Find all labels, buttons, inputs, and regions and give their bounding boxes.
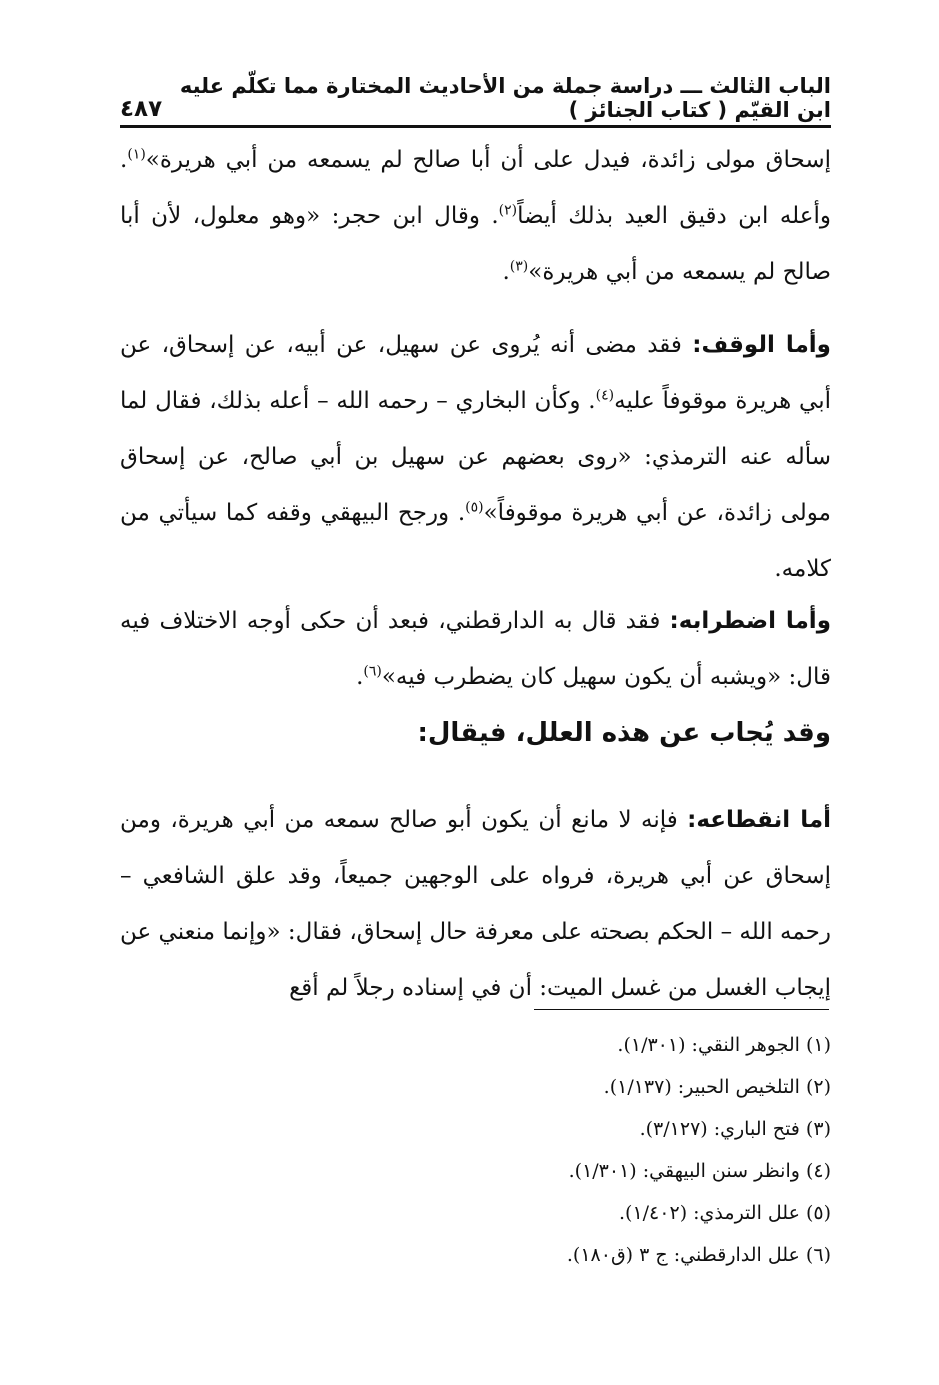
paragraph-lead: أما انقطاعه: [687,807,831,833]
paragraph-3 [120,593,831,705]
header-rule [120,125,831,128]
paragraph-4 [120,792,831,1016]
footnote: (٤) وانظر سنن البيهقي: (١/٣٠١). [568,1160,831,1182]
paragraph-text: . وأعله ابن دقيق العيد بذلك أيضاً [120,147,832,229]
footnote-ref[interactable]: (١) [127,146,146,163]
footnote: (٦) علل الدارقطني: ج ٣ (ق١٨٠). [566,1244,831,1266]
paragraph-text: . وقال ابن حجر: «وهو معلول، لأن أبا صالح لم يسمعه من أبي هريرة» [120,203,831,285]
footnote: (٢) التلخيص الحبير: (١/١٣٧). [603,1076,831,1098]
header-title: الباب الثالث ـــ دراسة جملة من الأحاديث المختارة مما تكلّم عليه ابن القيّم ( كتاب الجنائز ) [179,74,831,122]
footnote-ref[interactable]: (٢) [498,202,518,219]
paragraph-text: فقد قال به الدارقطني، فبعد أن حكى أوجه الاختلاف فيه قال: «ويشبه أن يكون سهيل كان يضطرب فيه» [120,608,831,690]
footnote-separator [534,1009,829,1010]
footnote-ref[interactable]: (٤) [595,387,615,404]
footnotes [411,1024,831,1276]
footnote: (١) الجوهر النقي: (١/٣٠١). [617,1034,831,1056]
page-number: ٤٨٧ [120,96,163,122]
paragraph-lead: وأما اضطرابه: [669,608,831,634]
paragraph-text: . [356,664,364,690]
footnote-ref[interactable]: (٥) [465,499,484,516]
paragraph-1 [120,132,831,300]
footnote-ref[interactable]: (٦) [363,663,382,680]
footnote: (٥) علل الترمذي: (١/٤٠٢). [619,1202,831,1224]
paragraph-text: . [502,259,510,285]
paragraph-text: . ورجح البيهقي وقفه كما سيأتي من كلامه. [120,500,831,582]
paragraph-text: . وكأن البخاري – رحمه الله – أعله بذلك، فقال لما سأله عنه الترمذي: «روى بعضهم عن سهيل بن أبي صالح، عن إسحاق مولى زائدة، عن أبي هريرة موقوفاً» [120,388,832,526]
running-header [120,74,831,122]
section-heading: وقد يُجاب عن هذه العلل، فيقال: [417,718,831,748]
paragraph-text: إسحاق مولى زائدة، فيدل على أن أبا صالح لم يسمعه من أبي هريرة» [145,147,831,173]
paragraph-lead: وأما الوقف: [692,332,831,358]
paragraph-2 [120,317,831,597]
paragraph-text: فقد مضى أنه يُروى عن سهيل، عن أبيه، عن إسحاق، عن أبي هريرة موقوفاً عليه [120,332,832,414]
footnote-ref[interactable]: (٣) [509,258,529,275]
paragraph-text: فإنه لا مانع أن يكون أبو صالح سمعه من أبي هريرة، ومن إسحاق عن أبي هريرة، فرواه على الوجهين جميعاً، وقد علق الشافعي – رحمه الله – الحكم بصحته على معرفة حال إسحاق، فقال: «وإنما منعني عن إيجاب الغسل من غسل الميت: أن في إسناده رجلاً لم أقع [120,807,831,1001]
footnote: (٣) فتح الباري: (٣/١٢٧). [639,1118,831,1140]
